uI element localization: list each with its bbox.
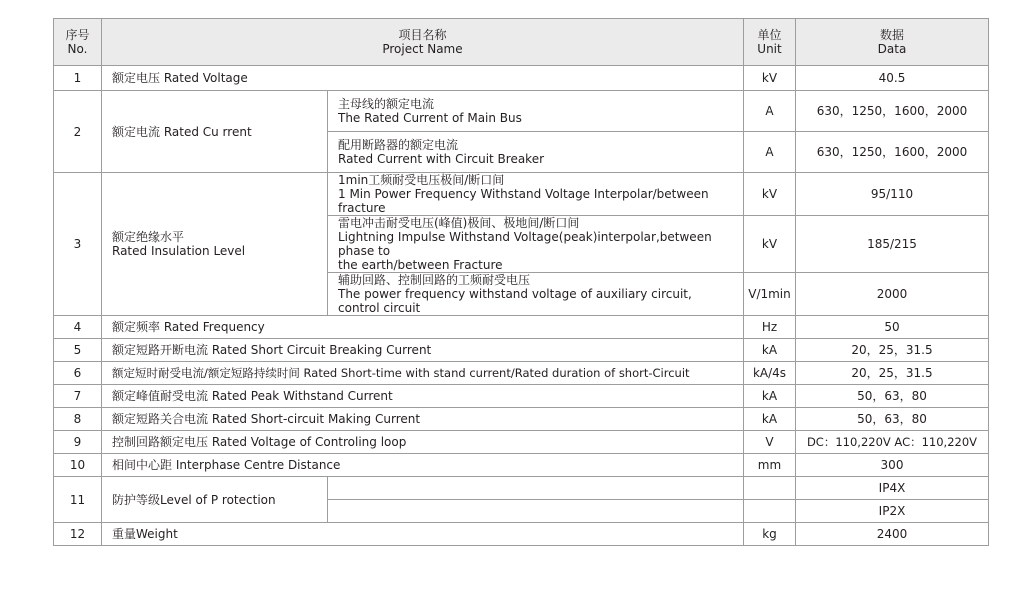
row-data: 2000 — [796, 273, 989, 316]
row-data: 630，1250，1600，2000 — [796, 91, 989, 132]
table-row — [54, 523, 989, 546]
table-row — [54, 316, 989, 339]
row-name: 额定短路关合电流 Rated Short-circuit Making Current — [102, 408, 744, 431]
row-data: 20，25，31.5 — [796, 339, 989, 362]
row-no: 8 — [54, 408, 102, 431]
row-no: 7 — [54, 385, 102, 408]
row-no: 11 — [54, 477, 102, 523]
sub-item: 配用断路器的额定电流 Rated Current with Circuit Breaker — [328, 132, 744, 173]
sub-item: 1min工频耐受电压极间/断口间 1 Min Power Frequency Withstand Voltage Interpolar/between fracture — [328, 173, 744, 216]
row-name: 额定短路开断电流 Rated Short Circuit Breaking Current — [102, 339, 744, 362]
table-row — [54, 66, 989, 91]
table-row — [54, 385, 989, 408]
row-no: 10 — [54, 454, 102, 477]
spec-table — [53, 18, 989, 546]
row-unit: Hz — [744, 316, 796, 339]
empty-cell — [328, 477, 744, 500]
row-data: 40.5 — [796, 66, 989, 91]
row-data: IP2X — [796, 500, 989, 523]
row-data: 50，63，80 — [796, 385, 989, 408]
row-data: 20，25，31.5 — [796, 362, 989, 385]
header-row — [54, 19, 989, 66]
row-data: 2400 — [796, 523, 989, 546]
empty-cell — [328, 500, 744, 523]
row-unit: A — [744, 91, 796, 132]
header-no: 序号 No. — [54, 19, 102, 66]
table-row — [54, 339, 989, 362]
sub-item: 辅助回路、控制回路的工频耐受电压 The power frequency withstand voltage of auxiliary circuit, control circuit — [328, 273, 744, 316]
header-name: 项目名称 Project Name — [102, 19, 744, 66]
table-row — [54, 173, 989, 216]
row-name: 防护等级Level of P rotection — [102, 477, 328, 523]
row-data: DC：110,220V AC：110,220V — [796, 431, 989, 454]
table-row — [54, 408, 989, 431]
row-name: 控制回路额定电压 Rated Voltage of Controling loop — [102, 431, 744, 454]
row-no: 5 — [54, 339, 102, 362]
row-data: 50 — [796, 316, 989, 339]
row-unit: kV — [744, 66, 796, 91]
row-unit: kg — [744, 523, 796, 546]
row-no: 4 — [54, 316, 102, 339]
row-no: 1 — [54, 66, 102, 91]
row-unit: kA — [744, 385, 796, 408]
table-row — [54, 454, 989, 477]
empty-cell — [744, 477, 796, 500]
row-no: 9 — [54, 431, 102, 454]
row-no: 2 — [54, 91, 102, 173]
header-unit: 单位 Unit — [744, 19, 796, 66]
row-unit: kA — [744, 408, 796, 431]
row-unit: V/1min — [744, 273, 796, 316]
row-data: IP4X — [796, 477, 989, 500]
row-name: 重量Weight — [102, 523, 744, 546]
table-row — [54, 477, 989, 500]
row-name: 额定短时耐受电流/额定短路持续时间 Rated Short-time with stand current/Rated duration of short-Circuit — [102, 362, 744, 385]
sub-item: 雷电冲击耐受电压(峰值)极间、极地间/断口间 Lightning Impulse Withstand Voltage(peak)interpolar,between phase to the earth/between Fracture — [328, 216, 744, 273]
empty-cell — [744, 500, 796, 523]
row-data: 95/110 — [796, 173, 989, 216]
row-unit: kV — [744, 216, 796, 273]
row-unit: kV — [744, 173, 796, 216]
row-unit: A — [744, 132, 796, 173]
row-name: 额定频率 Rated Frequency — [102, 316, 744, 339]
row-unit: V — [744, 431, 796, 454]
sub-item: 主母线的额定电流 The Rated Current of Main Bus — [328, 91, 744, 132]
table-row — [54, 362, 989, 385]
row-unit: kA/4s — [744, 362, 796, 385]
row-name: 额定峰值耐受电流 Rated Peak Withstand Current — [102, 385, 744, 408]
row-data: 630，1250，1600，2000 — [796, 132, 989, 173]
row-unit: mm — [744, 454, 796, 477]
row-data: 185/215 — [796, 216, 989, 273]
table-row — [54, 91, 989, 132]
row-name: 额定绝缘水平 Rated Insulation Level — [102, 173, 328, 316]
row-unit: kA — [744, 339, 796, 362]
row-name: 额定电流 Rated Cu rrent — [102, 91, 328, 173]
header-data: 数据 Data — [796, 19, 989, 66]
row-data: 50，63，80 — [796, 408, 989, 431]
row-no: 12 — [54, 523, 102, 546]
row-no: 6 — [54, 362, 102, 385]
row-no: 3 — [54, 173, 102, 316]
row-data: 300 — [796, 454, 989, 477]
row-name: 额定电压 Rated Voltage — [102, 66, 744, 91]
row-name: 相间中心距 Interphase Centre Distance — [102, 454, 744, 477]
table-row — [54, 431, 989, 454]
